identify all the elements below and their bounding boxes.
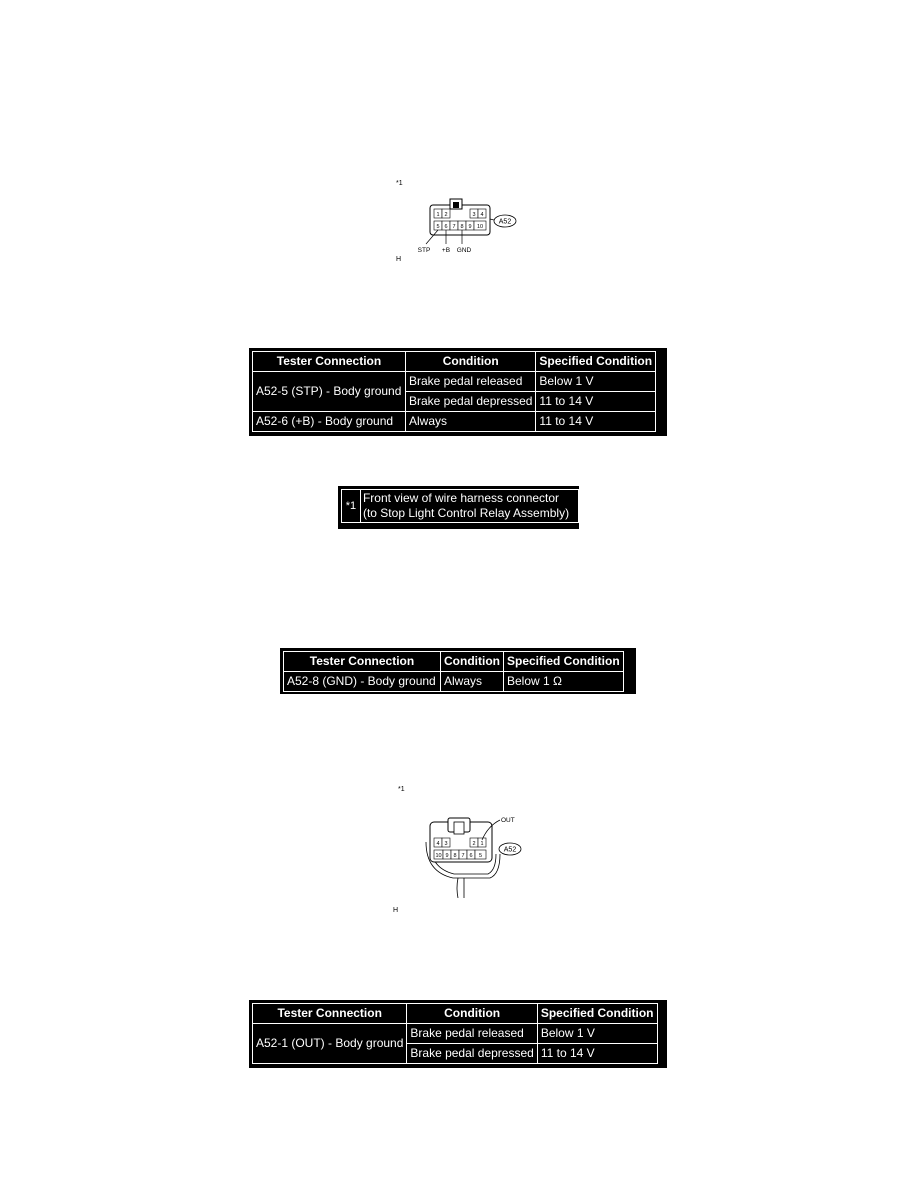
pin-label: 6 xyxy=(469,853,473,859)
col-header: Condition xyxy=(406,352,536,372)
pin-label: 4 xyxy=(480,212,484,218)
cell-connection: A52-1 (OUT) - Body ground xyxy=(253,1024,407,1064)
legend-key: *1 xyxy=(342,490,361,523)
pin-label: 1 xyxy=(480,841,484,847)
col-header: Specified Condition xyxy=(536,352,656,372)
col-header: Specified Condition xyxy=(503,652,623,672)
spec-table-1 xyxy=(249,348,667,436)
cell-spec: Below 1 Ω xyxy=(503,672,623,692)
cell-spec: 11 to 14 V xyxy=(536,392,656,412)
figure-1-callout: *1 xyxy=(396,180,403,187)
pin-label: 2 xyxy=(444,212,448,218)
col-header: Tester Connection xyxy=(253,1004,407,1024)
cell-connection: A52-8 (GND) - Body ground xyxy=(284,672,441,692)
cell-spec: 11 to 14 V xyxy=(536,412,656,432)
cell-condition: Brake pedal released xyxy=(406,372,536,392)
table-row xyxy=(284,672,624,692)
table-row xyxy=(253,1024,658,1044)
col-header: Tester Connection xyxy=(284,652,441,672)
terminal-out-label: OUT xyxy=(501,817,515,824)
cell-spec: Below 1 V xyxy=(536,372,656,392)
cell-connection: A52-5 (STP) - Body ground xyxy=(253,372,406,412)
connector-diagram-2 xyxy=(418,812,538,898)
pin-label: 4 xyxy=(436,841,440,847)
terminal-stp-label: STP xyxy=(417,247,431,254)
pin-label: 5 xyxy=(478,853,483,859)
col-header: Specified Condition xyxy=(537,1004,657,1024)
cell-condition: Always xyxy=(406,412,536,432)
terminal-b-label: +B xyxy=(441,247,451,254)
legend-line-1: Front view of wire harness connector xyxy=(362,491,560,505)
cell-condition: Brake pedal released xyxy=(407,1024,537,1044)
pin-label: 7 xyxy=(452,224,456,230)
pin-label: 8 xyxy=(453,853,457,859)
pin-label: 10 xyxy=(435,853,442,859)
table-row xyxy=(253,412,656,432)
pin-label: 6 xyxy=(444,224,448,230)
pin-label: 3 xyxy=(472,212,476,218)
spec-table-3 xyxy=(249,1000,667,1068)
legend-box xyxy=(338,486,579,529)
cell-condition: Always xyxy=(441,672,504,692)
pin-label: 3 xyxy=(444,841,448,847)
figure-2-callout: *1 xyxy=(398,786,405,793)
connector-id: A52 xyxy=(503,846,517,854)
legend-line-2: (to Stop Light Control Relay Assembly) xyxy=(362,506,570,520)
pin-label: 7 xyxy=(461,853,465,859)
col-header: Condition xyxy=(407,1004,537,1024)
cell-spec: Below 1 V xyxy=(537,1024,657,1044)
cell-connection: A52-6 (+B) - Body ground xyxy=(253,412,406,432)
table-row xyxy=(253,372,656,392)
cell-condition: Brake pedal depressed xyxy=(407,1044,537,1064)
col-header: Condition xyxy=(441,652,504,672)
pin-label: 8 xyxy=(460,224,464,230)
pin-label: 9 xyxy=(445,853,449,859)
pin-label: 2 xyxy=(472,841,476,847)
terminal-gnd-label: GND xyxy=(456,247,472,254)
col-header: Tester Connection xyxy=(253,352,406,372)
connector-id: A52 xyxy=(498,218,512,226)
cell-spec: 11 to 14 V xyxy=(537,1044,657,1064)
pin-label: 9 xyxy=(468,224,472,230)
figure-1-note: H xyxy=(396,256,402,263)
pin-label: 5 xyxy=(436,224,440,230)
spec-table-2 xyxy=(280,648,636,694)
cell-condition: Brake pedal depressed xyxy=(406,392,536,412)
pin-label: 10 xyxy=(476,224,484,230)
connector-diagram-1 xyxy=(410,195,530,257)
figure-2-note: H xyxy=(393,907,399,914)
pin-label: 1 xyxy=(436,212,440,218)
